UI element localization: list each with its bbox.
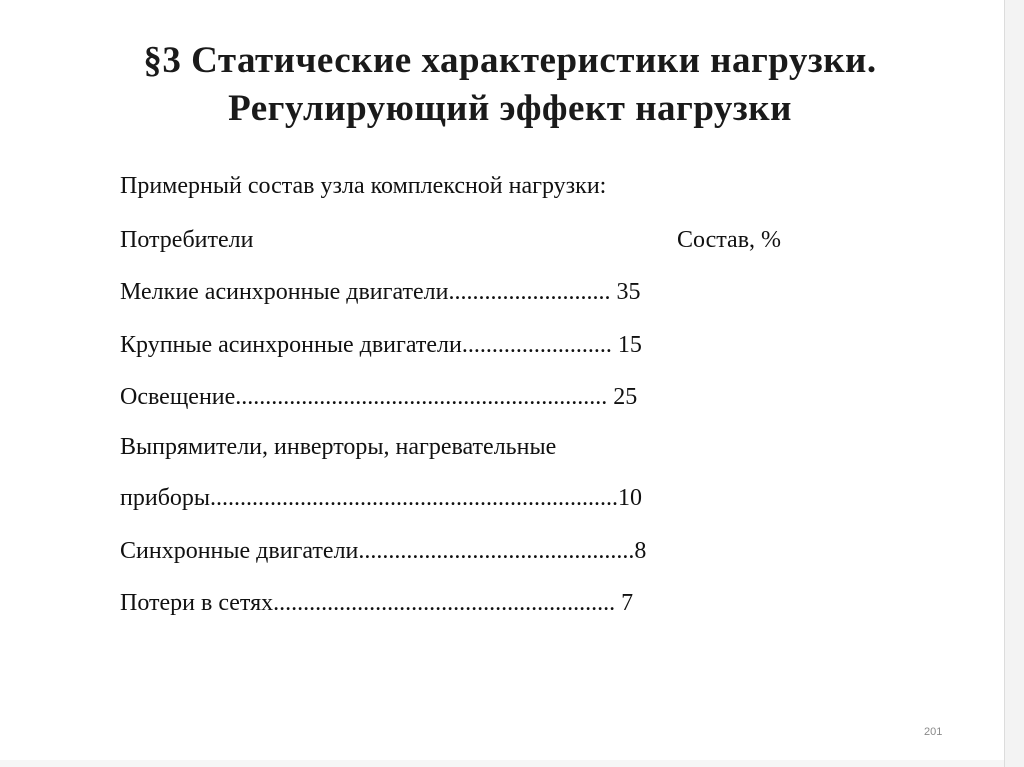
list-item: приборы....................................................................10 bbox=[120, 485, 643, 511]
intro-text: Примерный состав узла комплексной нагрузки: bbox=[120, 173, 607, 199]
list-item: Мелкие асинхронные двигатели........................... 35 bbox=[120, 279, 641, 305]
list-item: Потери в сетях......................................................... 7 bbox=[120, 590, 634, 616]
header-composition: Состав, % bbox=[677, 227, 782, 253]
slide-title bbox=[60, 37, 960, 133]
slide-edge-right bbox=[1004, 0, 1024, 767]
page-number: 201 bbox=[924, 726, 943, 738]
list-item: Синхронные двигатели..............................................8 bbox=[120, 538, 647, 564]
slide-title-line-1: §3 Статические характеристики нагрузки. bbox=[143, 40, 877, 81]
list-item: Освещение.............................................................. 25 bbox=[120, 384, 638, 410]
slide-edge-bottom bbox=[0, 760, 1004, 767]
slide-title-line-2: Регулирующий эффект нагрузки bbox=[228, 88, 792, 129]
list-item: Выпрямители, инверторы, нагревательные bbox=[120, 434, 557, 460]
table-header bbox=[120, 224, 810, 256]
header-consumers: Потребители bbox=[120, 227, 254, 253]
list-item: Крупные асинхронные двигатели......................... 15 bbox=[120, 332, 642, 358]
